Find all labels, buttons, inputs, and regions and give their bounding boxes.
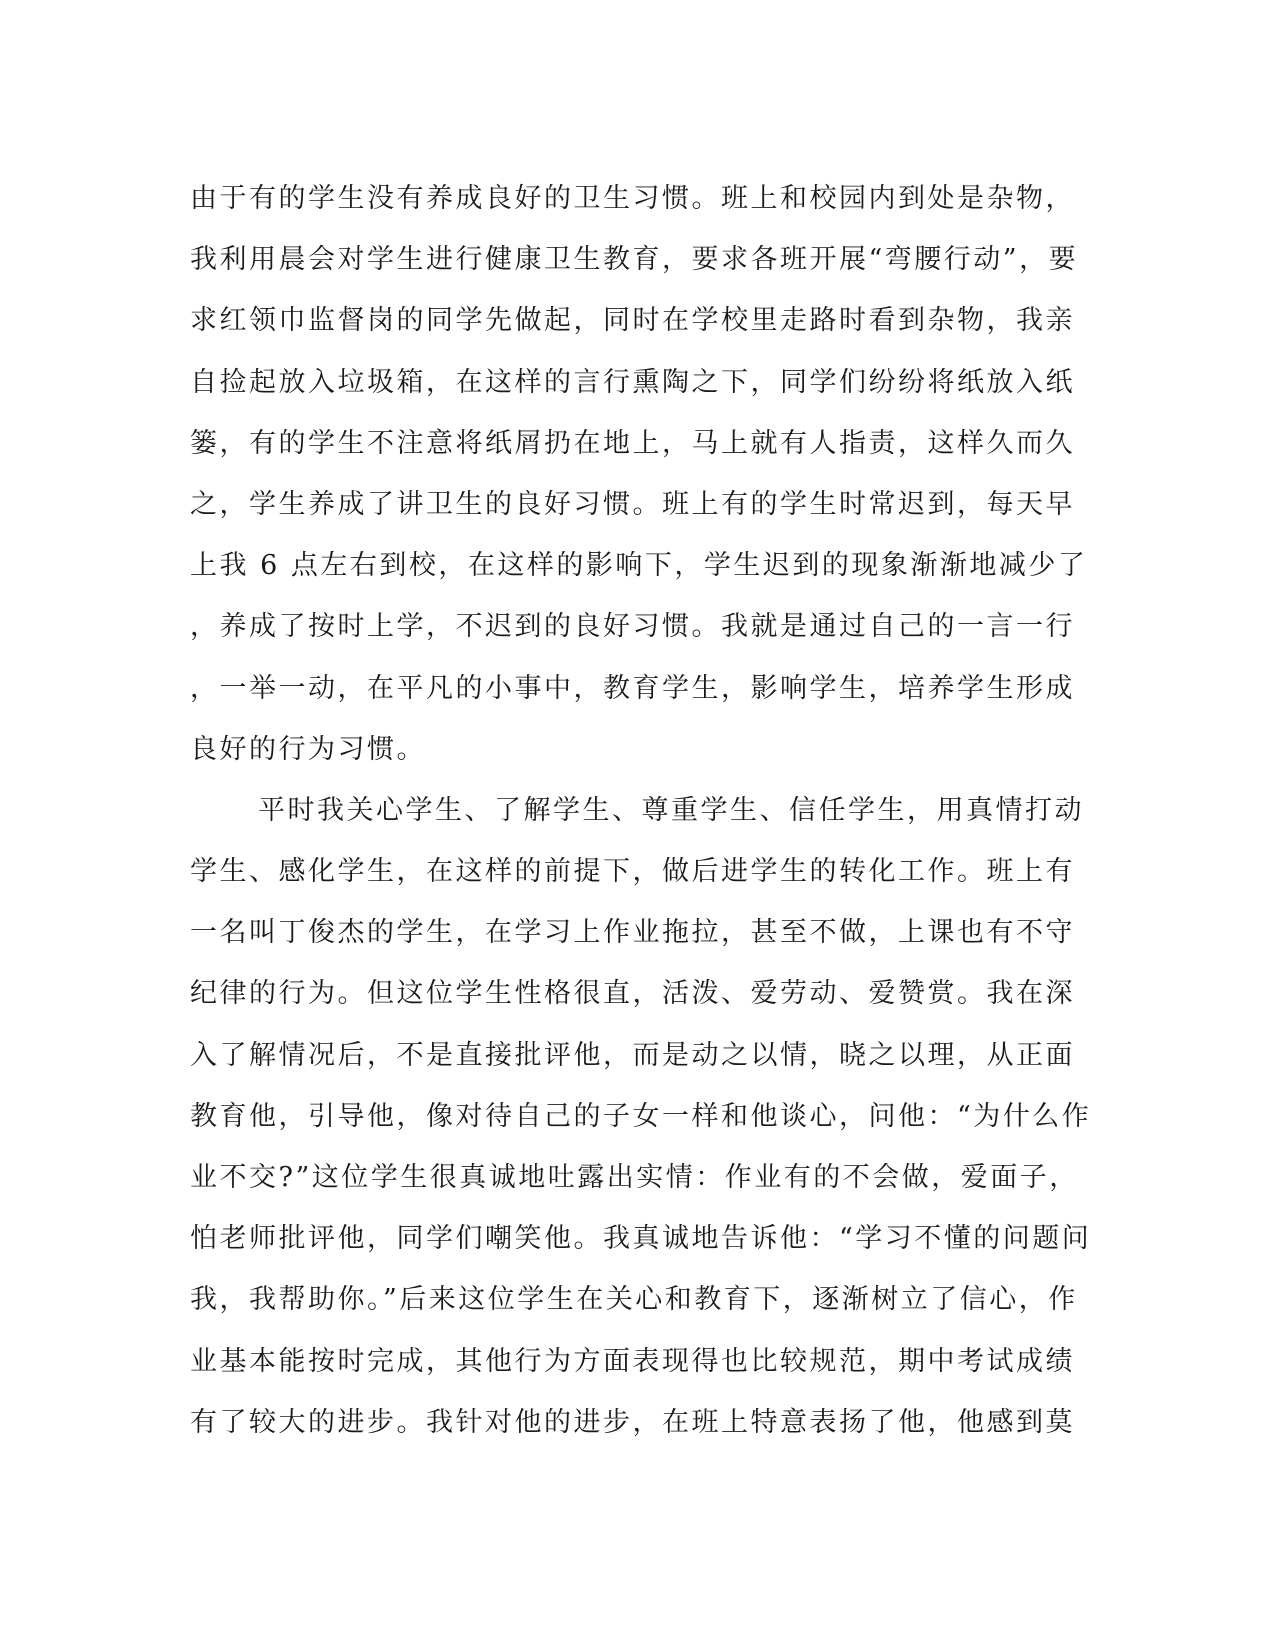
paragraph-start-line: 平时我关心学生、了解学生、尊重学生、信任学生，用真情打动 [258,794,1084,826]
text-line: 之，学生养成了讲卫生的良好习惯。班上有的学生时常迟到，每天早 [190,488,1075,520]
text-line: 一名叫丁俊杰的学生，在学习上作业拖拉，甚至不做，上课也有不守 [190,917,1075,949]
text-line: 良好的行为习惯。 [190,733,426,765]
text-line: 我，我帮助你。”后来这位学生在关心和教育下，逐渐树立了信心，作 [190,1284,1078,1316]
text-line: 业不交?”这位学生很真诚地吐露出实情：作业有的不会做，爱面子， [190,1162,1079,1193]
text-line: 篓，有的学生不注意将纸屑扔在地上，马上就有人指责，这样久而久 [190,427,1075,459]
text-line: 有了较大的进步。我针对他的进步，在班上特意表扬了他，他感到莫 [190,1406,1075,1438]
body-text [190,168,1090,1453]
text-line: 业基本能按时完成，其他行为方面表现得也比较规范，期中考试成绩 [190,1345,1075,1377]
text-line: 求红领巾监督岗的同学先做起，同时在学校里走路时看到杂物，我亲 [190,305,1075,337]
text-line: 入了解情况后，不是直接批评他，而是动之以情，晓之以理，从正面 [190,1039,1075,1071]
text-line: 我利用晨会对学生进行健康卫生教育，要求各班开展“弯腰行动”，要 [190,244,1079,276]
text-line: ，养成了按时上学，不迟到的良好习惯。我就是通过自己的一言一行 [190,611,1075,643]
text-line: 纪律的行为。但这位学生性格很直，活泼、爱劳动、爱赞赏。我在深 [190,978,1075,1010]
text-line: 教育他，引导他，像对待自己的子女一样和他谈心，问他：“为什么作 [190,1100,1092,1132]
text-line: 由于有的学生没有养成良好的卫生习惯。班上和校园内到处是杂物， [190,183,1075,214]
text-line: ，一举一动，在平凡的小事中，教育学生，影响学生，培养学生形成 [190,672,1075,704]
text-line: 怕老师批评他，同学们嘲笑他。我真诚地告诉他：“学习不懂的问题问 [190,1223,1092,1255]
text-line: 上我 6 点左右到校，在这样的影响下，学生迟到的现象渐渐地减少了 [190,550,1088,582]
text-line: 学生、感化学生，在这样的前提下，做后进学生的转化工作。班上有 [190,856,1075,888]
text-line: 自捡起放入垃圾箱，在这样的言行熏陶之下，同学们纷纷将纸放入纸 [190,366,1075,398]
